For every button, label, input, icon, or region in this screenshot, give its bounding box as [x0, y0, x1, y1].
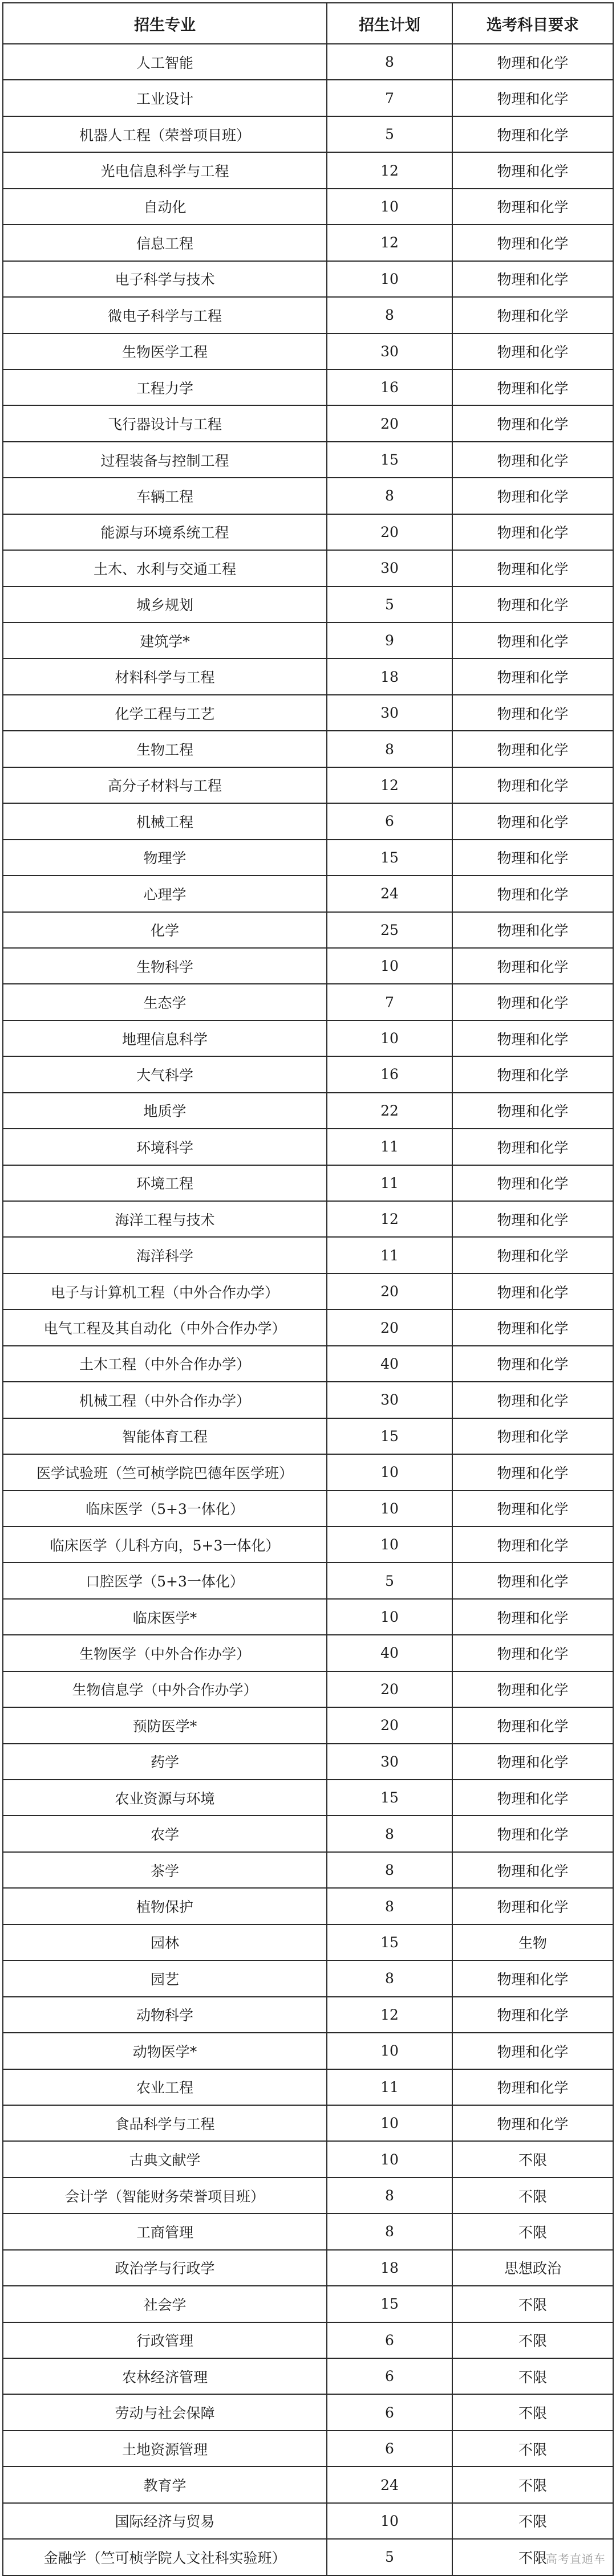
major-cell: 园林 — [3, 1924, 327, 1960]
major-cell: 材料科学与工程 — [3, 658, 327, 694]
major-cell: 土木工程（中外合作办学） — [3, 1346, 327, 1382]
table-row — [3, 803, 613, 839]
requirement-cell: 生物 — [452, 1924, 613, 1960]
major-cell: 生物工程 — [3, 731, 327, 767]
table-row — [3, 2105, 613, 2141]
table-row — [3, 369, 613, 405]
major-cell: 化学工程与工艺 — [3, 695, 327, 731]
plan-cell: 8 — [327, 731, 452, 767]
plan-cell: 22 — [327, 1093, 452, 1129]
plan-cell: 40 — [327, 1635, 452, 1671]
major-cell: 生态学 — [3, 984, 327, 1020]
requirement-cell: 物理和化学 — [452, 840, 613, 876]
major-cell: 建筑学* — [3, 622, 327, 658]
major-cell: 农业资源与环境 — [3, 1780, 327, 1816]
table-row — [3, 1454, 613, 1490]
plan-cell: 10 — [327, 1454, 452, 1490]
plan-cell: 12 — [327, 152, 452, 188]
major-cell: 政治学与行政学 — [3, 2250, 327, 2286]
major-cell: 生物医学（中外合作办学） — [3, 1635, 327, 1671]
plan-cell: 8 — [327, 2178, 452, 2213]
requirement-cell: 物理和化学 — [452, 116, 613, 152]
requirement-cell: 物理和化学 — [452, 658, 613, 694]
requirement-cell: 物理和化学 — [452, 1852, 613, 1888]
admissions-table — [2, 2, 614, 2576]
table-row — [3, 2069, 613, 2105]
requirement-cell: 物理和化学 — [452, 405, 613, 441]
requirement-cell: 物理和化学 — [452, 478, 613, 514]
requirement-cell: 物理和化学 — [452, 333, 613, 369]
plan-cell: 20 — [327, 1671, 452, 1707]
major-cell: 高分子材料与工程 — [3, 767, 327, 803]
major-cell: 农业工程 — [3, 2069, 327, 2105]
requirement-cell: 物理和化学 — [452, 1129, 613, 1165]
requirement-cell: 物理和化学 — [452, 1671, 613, 1707]
major-cell: 生物科学 — [3, 948, 327, 984]
major-cell: 环境工程 — [3, 1165, 327, 1201]
major-cell: 临床医学* — [3, 1599, 327, 1635]
plan-cell: 15 — [327, 1780, 452, 1816]
table-row — [3, 1346, 613, 1382]
major-cell: 预防医学* — [3, 1707, 327, 1743]
table-row — [3, 840, 613, 876]
table-row — [3, 1707, 613, 1743]
table-row — [3, 1852, 613, 1888]
plan-cell: 18 — [327, 2250, 452, 2286]
table-row — [3, 767, 613, 803]
major-cell: 土地资源管理 — [3, 2431, 327, 2467]
table-row — [3, 1780, 613, 1816]
plan-cell: 10 — [327, 189, 452, 225]
major-cell: 环境科学 — [3, 1129, 327, 1165]
requirement-cell: 物理和化学 — [452, 261, 613, 297]
plan-cell: 7 — [327, 984, 452, 1020]
requirement-cell: 不限 — [452, 2467, 613, 2502]
table-row — [3, 2178, 613, 2213]
plan-cell: 30 — [327, 333, 452, 369]
table-row — [3, 948, 613, 984]
table-row — [3, 1527, 613, 1562]
requirement-cell: 物理和化学 — [452, 514, 613, 550]
major-cell: 电气工程及其自动化（中外合作办学） — [3, 1309, 327, 1345]
requirement-cell: 物理和化学 — [452, 912, 613, 948]
table-row — [3, 1924, 613, 1960]
major-cell: 农学 — [3, 1816, 327, 1851]
major-cell: 微电子科学与工程 — [3, 297, 327, 333]
plan-cell: 12 — [327, 225, 452, 261]
major-cell: 地理信息科学 — [3, 1020, 327, 1056]
table-row — [3, 1491, 613, 1527]
plan-cell: 25 — [327, 912, 452, 948]
plan-cell: 10 — [327, 2141, 452, 2177]
requirement-cell: 物理和化学 — [452, 1201, 613, 1237]
plan-cell: 12 — [327, 1997, 452, 2033]
major-cell: 古典文献学 — [3, 2141, 327, 2177]
table-row — [3, 2250, 613, 2286]
table-row — [3, 1165, 613, 1201]
requirement-cell: 物理和化学 — [452, 1382, 613, 1418]
table-row — [3, 2322, 613, 2358]
requirement-cell: 不限 — [452, 2213, 613, 2249]
major-cell: 植物保护 — [3, 1888, 327, 1924]
requirement-cell: 不限 — [452, 2141, 613, 2177]
plan-cell: 10 — [327, 2033, 452, 2069]
plan-cell: 15 — [327, 442, 452, 478]
requirement-cell: 物理和化学 — [452, 1744, 613, 1780]
major-cell: 会计学（智能财务荣誉项目班） — [3, 2178, 327, 2213]
plan-cell: 20 — [327, 405, 452, 441]
plan-cell: 10 — [327, 1527, 452, 1562]
major-cell: 医学试验班（竺可桢学院巴德年医学班） — [3, 1454, 327, 1490]
major-cell: 海洋科学 — [3, 1237, 327, 1273]
major-cell: 光电信息科学与工程 — [3, 152, 327, 188]
major-cell: 城乡规划 — [3, 587, 327, 622]
plan-cell: 20 — [327, 1707, 452, 1743]
plan-cell: 8 — [327, 1960, 452, 1996]
major-cell: 电子科学与技术 — [3, 261, 327, 297]
major-cell: 国际经济与贸易 — [3, 2503, 327, 2539]
header-requirement: 选考科目要求 — [452, 3, 613, 44]
table-body — [3, 44, 613, 2575]
plan-cell: 7 — [327, 80, 452, 116]
plan-cell: 8 — [327, 1816, 452, 1851]
table-row — [3, 1382, 613, 1418]
plan-cell: 8 — [327, 297, 452, 333]
table-row — [3, 2141, 613, 2177]
table-row — [3, 152, 613, 188]
requirement-cell: 物理和化学 — [452, 1635, 613, 1671]
requirement-cell: 物理和化学 — [452, 442, 613, 478]
plan-cell: 11 — [327, 1129, 452, 1165]
table-row — [3, 1816, 613, 1851]
major-cell: 物理学 — [3, 840, 327, 876]
plan-cell: 8 — [327, 1888, 452, 1924]
table-row — [3, 189, 613, 225]
major-cell: 能源与环境系统工程 — [3, 514, 327, 550]
requirement-cell: 物理和化学 — [452, 587, 613, 622]
requirement-cell: 物理和化学 — [452, 1056, 613, 1092]
requirement-cell: 物理和化学 — [452, 1562, 613, 1598]
plan-cell: 10 — [327, 1491, 452, 1527]
plan-cell: 6 — [327, 2322, 452, 2358]
major-cell: 园艺 — [3, 1960, 327, 1996]
major-cell: 生物信息学（中外合作办学） — [3, 1671, 327, 1707]
major-cell: 信息工程 — [3, 225, 327, 261]
major-cell: 自动化 — [3, 189, 327, 225]
requirement-cell: 不限 — [452, 2503, 613, 2539]
plan-cell: 10 — [327, 1020, 452, 1056]
requirement-cell: 不限 — [452, 2358, 613, 2394]
table-row — [3, 2394, 613, 2430]
major-cell: 临床医学（5+3一体化） — [3, 1491, 327, 1527]
plan-cell: 16 — [327, 369, 452, 405]
requirement-cell: 不限 — [452, 2394, 613, 2430]
requirement-cell: 物理和化学 — [452, 1780, 613, 1816]
major-cell: 社会学 — [3, 2286, 327, 2322]
major-cell: 工商管理 — [3, 2213, 327, 2249]
plan-cell: 15 — [327, 1418, 452, 1454]
table-row — [3, 1056, 613, 1092]
major-cell: 工程力学 — [3, 369, 327, 405]
header-plan: 招生计划 — [327, 3, 452, 44]
major-cell: 机械工程（中外合作办学） — [3, 1382, 327, 1418]
major-cell: 人工智能 — [3, 44, 327, 80]
plan-cell: 20 — [327, 1309, 452, 1345]
table-row — [3, 1562, 613, 1598]
requirement-cell: 物理和化学 — [452, 1599, 613, 1635]
table-row — [3, 2431, 613, 2467]
requirement-cell: 物理和化学 — [452, 1997, 613, 2033]
major-cell: 农林经济管理 — [3, 2358, 327, 2394]
table-row — [3, 225, 613, 261]
major-cell: 行政管理 — [3, 2322, 327, 2358]
table-row — [3, 1960, 613, 1996]
major-cell: 化学 — [3, 912, 327, 948]
requirement-cell: 物理和化学 — [452, 1816, 613, 1851]
plan-cell: 10 — [327, 948, 452, 984]
table-row — [3, 1997, 613, 2033]
plan-cell: 5 — [327, 1562, 452, 1598]
requirement-cell: 物理和化学 — [452, 1237, 613, 1273]
requirement-cell: 物理和化学 — [452, 695, 613, 731]
requirement-cell: 不限 — [452, 2178, 613, 2213]
plan-cell: 5 — [327, 116, 452, 152]
table-row — [3, 1129, 613, 1165]
plan-cell: 11 — [327, 1237, 452, 1273]
requirement-cell: 物理和化学 — [452, 1888, 613, 1924]
plan-cell: 24 — [327, 2467, 452, 2502]
table-row — [3, 2358, 613, 2394]
plan-cell: 12 — [327, 1201, 452, 1237]
plan-cell: 5 — [327, 587, 452, 622]
major-cell: 智能体育工程 — [3, 1418, 327, 1454]
table-row — [3, 261, 613, 297]
table-row — [3, 442, 613, 478]
requirement-cell: 物理和化学 — [452, 876, 613, 911]
plan-cell: 30 — [327, 550, 452, 586]
plan-cell: 30 — [327, 1382, 452, 1418]
requirement-cell: 物理和化学 — [452, 297, 613, 333]
plan-cell: 15 — [327, 840, 452, 876]
requirement-cell: 物理和化学 — [452, 1165, 613, 1201]
requirement-cell: 思想政治 — [452, 2250, 613, 2286]
major-cell: 金融学（竺可桢学院人文社科实验班） — [3, 2539, 327, 2575]
plan-cell: 5 — [327, 2539, 452, 2575]
plan-cell: 30 — [327, 695, 452, 731]
requirement-cell: 物理和化学 — [452, 1707, 613, 1743]
plan-cell: 11 — [327, 2069, 452, 2105]
table-row — [3, 1020, 613, 1056]
major-cell: 口腔医学（5+3一体化） — [3, 1562, 327, 1598]
table-row — [3, 1237, 613, 1273]
table-row — [3, 912, 613, 948]
major-cell: 药学 — [3, 1744, 327, 1780]
major-cell: 茶学 — [3, 1852, 327, 1888]
requirement-cell: 不限 — [452, 2539, 613, 2575]
table-row — [3, 2539, 613, 2575]
requirement-cell: 物理和化学 — [452, 1273, 613, 1309]
major-cell: 心理学 — [3, 876, 327, 911]
table-row — [3, 984, 613, 1020]
table-row — [3, 405, 613, 441]
plan-cell: 6 — [327, 2358, 452, 2394]
table-row — [3, 1093, 613, 1129]
requirement-cell: 物理和化学 — [452, 1960, 613, 1996]
requirement-cell: 物理和化学 — [452, 2033, 613, 2069]
major-cell: 土木、水利与交通工程 — [3, 550, 327, 586]
plan-cell: 15 — [327, 1924, 452, 1960]
table-row — [3, 44, 613, 80]
requirement-cell: 物理和化学 — [452, 1491, 613, 1527]
header-row — [3, 3, 613, 44]
requirement-cell: 不限 — [452, 2322, 613, 2358]
table-row — [3, 731, 613, 767]
major-cell: 机械工程 — [3, 803, 327, 839]
table-row — [3, 1671, 613, 1707]
plan-cell: 8 — [327, 1852, 452, 1888]
major-cell: 机器人工程（荣誉项目班） — [3, 116, 327, 152]
requirement-cell: 物理和化学 — [452, 767, 613, 803]
table-row — [3, 587, 613, 622]
major-cell: 地质学 — [3, 1093, 327, 1129]
requirement-cell: 物理和化学 — [452, 1346, 613, 1382]
plan-cell: 16 — [327, 1056, 452, 1092]
plan-cell: 9 — [327, 622, 452, 658]
plan-cell: 8 — [327, 2213, 452, 2249]
table-row — [3, 116, 613, 152]
major-cell: 教育学 — [3, 2467, 327, 2502]
table-row — [3, 2033, 613, 2069]
major-cell: 食品科学与工程 — [3, 2105, 327, 2141]
table-row — [3, 1744, 613, 1780]
plan-cell: 10 — [327, 2105, 452, 2141]
table-row — [3, 2503, 613, 2539]
header-major: 招生专业 — [3, 3, 327, 44]
table-row — [3, 80, 613, 116]
plan-cell: 15 — [327, 2286, 452, 2322]
table-row — [3, 1635, 613, 1671]
requirement-cell: 物理和化学 — [452, 2105, 613, 2141]
plan-cell: 10 — [327, 2503, 452, 2539]
plan-cell: 11 — [327, 1165, 452, 1201]
plan-cell: 8 — [327, 44, 452, 80]
table-row — [3, 876, 613, 911]
requirement-cell: 物理和化学 — [452, 80, 613, 116]
plan-cell: 40 — [327, 1346, 452, 1382]
requirement-cell: 不限 — [452, 2431, 613, 2467]
plan-cell: 20 — [327, 1273, 452, 1309]
table-header — [3, 3, 613, 44]
plan-cell: 6 — [327, 2431, 452, 2467]
table-row — [3, 1599, 613, 1635]
table-row — [3, 2213, 613, 2249]
plan-cell: 6 — [327, 803, 452, 839]
major-cell: 车辆工程 — [3, 478, 327, 514]
requirement-cell: 不限 — [452, 2286, 613, 2322]
major-cell: 过程装备与控制工程 — [3, 442, 327, 478]
requirement-cell: 物理和化学 — [452, 1093, 613, 1129]
major-cell: 动物科学 — [3, 1997, 327, 2033]
watermark-text: 高考直通车 — [546, 2552, 606, 2566]
requirement-cell: 物理和化学 — [452, 225, 613, 261]
plan-cell: 18 — [327, 658, 452, 694]
table-row — [3, 514, 613, 550]
table-row — [3, 695, 613, 731]
requirement-cell: 物理和化学 — [452, 44, 613, 80]
plan-cell: 20 — [327, 514, 452, 550]
table-row — [3, 658, 613, 694]
table-row — [3, 1273, 613, 1309]
requirement-cell: 物理和化学 — [452, 189, 613, 225]
major-cell: 工业设计 — [3, 80, 327, 116]
requirement-cell: 物理和化学 — [452, 1418, 613, 1454]
table-row — [3, 1418, 613, 1454]
major-cell: 大气科学 — [3, 1056, 327, 1092]
major-cell: 生物医学工程 — [3, 333, 327, 369]
plan-cell: 6 — [327, 2394, 452, 2430]
table-row — [3, 333, 613, 369]
table-row — [3, 1309, 613, 1345]
requirement-cell: 物理和化学 — [452, 731, 613, 767]
requirement-cell: 物理和化学 — [452, 622, 613, 658]
requirement-cell: 物理和化学 — [452, 2069, 613, 2105]
requirement-cell: 物理和化学 — [452, 152, 613, 188]
table-row — [3, 2467, 613, 2502]
plan-cell: 30 — [327, 1744, 452, 1780]
plan-cell: 12 — [327, 767, 452, 803]
major-cell: 电子与计算机工程（中外合作办学） — [3, 1273, 327, 1309]
table-row — [3, 1888, 613, 1924]
requirement-cell: 物理和化学 — [452, 984, 613, 1020]
table-row — [3, 622, 613, 658]
requirement-cell: 物理和化学 — [452, 369, 613, 405]
requirement-cell: 物理和化学 — [452, 1309, 613, 1345]
plan-cell: 8 — [327, 478, 452, 514]
plan-cell: 10 — [327, 261, 452, 297]
table-row — [3, 297, 613, 333]
requirement-cell: 物理和化学 — [452, 1454, 613, 1490]
table-row — [3, 1201, 613, 1237]
major-cell: 海洋工程与技术 — [3, 1201, 327, 1237]
table-row — [3, 478, 613, 514]
requirement-cell: 物理和化学 — [452, 1020, 613, 1056]
plan-cell: 24 — [327, 876, 452, 911]
table-row — [3, 550, 613, 586]
requirement-cell: 物理和化学 — [452, 803, 613, 839]
requirement-cell: 物理和化学 — [452, 550, 613, 586]
plan-cell: 10 — [327, 1599, 452, 1635]
table-row — [3, 2286, 613, 2322]
requirement-cell: 物理和化学 — [452, 1527, 613, 1562]
major-cell: 动物医学* — [3, 2033, 327, 2069]
major-cell: 飞行器设计与工程 — [3, 405, 327, 441]
major-cell: 劳动与社会保障 — [3, 2394, 327, 2430]
major-cell: 临床医学（儿科方向，5+3一体化） — [3, 1527, 327, 1562]
requirement-cell: 物理和化学 — [452, 948, 613, 984]
